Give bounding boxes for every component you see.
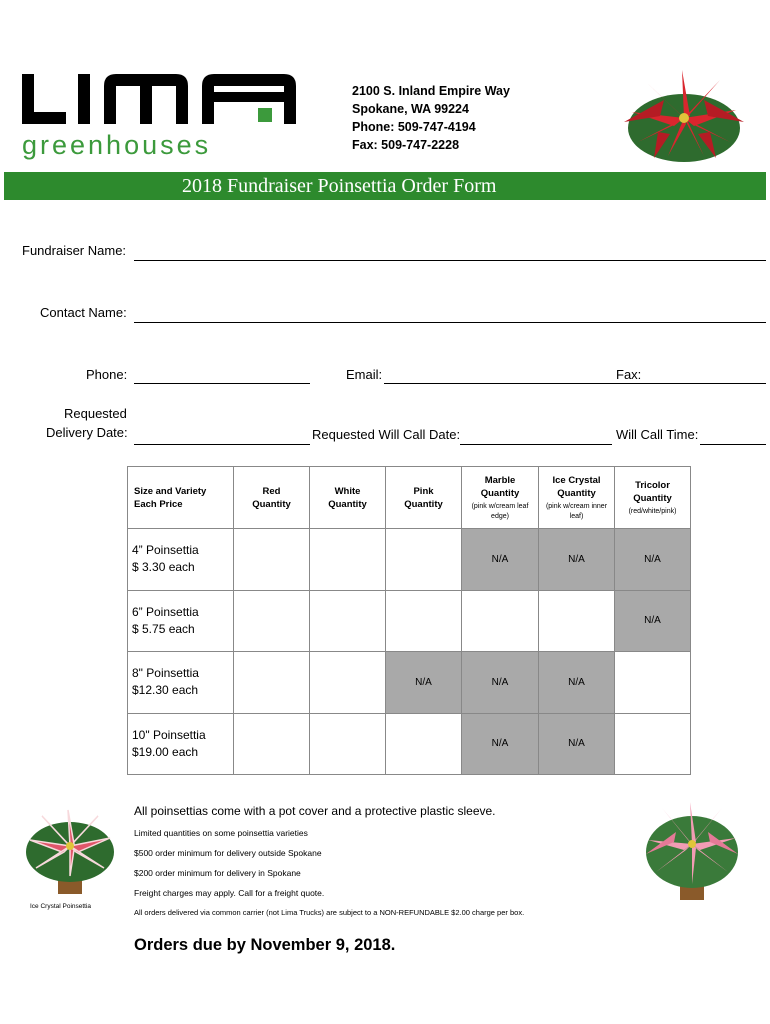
email-label: Email: [346, 367, 383, 382]
pink-quantity-cell[interactable] [386, 529, 462, 591]
header-size-variety: Size and Variety Each Price [128, 467, 234, 529]
address-street: 2100 S. Inland Empire Way [352, 84, 510, 98]
marble-na-cell: N/A [462, 529, 539, 591]
will-call-time-field[interactable] [700, 444, 766, 445]
title-bar [4, 172, 766, 200]
pink-poinsettia-icon [638, 800, 746, 904]
white-quantity-cell[interactable] [310, 652, 386, 714]
marble-na-cell: N/A [462, 652, 539, 714]
table-row [128, 652, 691, 714]
red-poinsettia-icon [622, 64, 746, 176]
phone-field[interactable] [134, 383, 310, 384]
svg-text:greenhouses: greenhouses [22, 130, 212, 160]
address-city: Spokane, WA 99224 [352, 102, 469, 116]
delivery-date-label: Delivery Date: [46, 425, 128, 440]
company-address [352, 82, 510, 154]
address-phone: Phone: 509-747-4194 [352, 120, 476, 134]
header-pink-quantity: Pink Quantity [386, 467, 462, 529]
red-quantity-cell[interactable] [234, 590, 310, 652]
red-quantity-cell[interactable] [234, 713, 310, 775]
item-size-price: 8" Poinsettia $12.30 each [128, 652, 234, 714]
contact-name-label: Contact Name: [40, 305, 127, 320]
pink-quantity-cell[interactable] [386, 590, 462, 652]
red-quantity-cell[interactable] [234, 529, 310, 591]
header-red-quantity: Red Quantity [234, 467, 310, 529]
table-row [128, 713, 691, 775]
delivery-date-field[interactable] [134, 444, 310, 445]
ice-crystal-na-cell: N/A [539, 713, 615, 775]
tricolor-quantity-cell[interactable] [615, 713, 691, 775]
header-ice-crystal-quantity: Ice Crystal Quantity (pink w/cream inner leaf) [539, 467, 615, 529]
white-quantity-cell[interactable] [310, 713, 386, 775]
table-header-row [128, 467, 691, 529]
requested-label: Requested [64, 406, 127, 421]
table-row [128, 529, 691, 591]
header-white-quantity: White Quantity [310, 467, 386, 529]
phone-label: Phone: [86, 367, 128, 382]
ice-crystal-poinsettia-icon [22, 808, 118, 898]
header-marble-quantity: Marble Quantity (pink w/cream leaf edge) [462, 467, 539, 529]
ice-crystal-na-cell: N/A [539, 529, 615, 591]
note-limited-quantities: Limited quantities on some poinsettia varieties [134, 828, 308, 838]
address-fax: Fax: 509-747-2228 [352, 138, 460, 152]
marble-quantity-cell[interactable] [462, 590, 539, 652]
white-quantity-cell[interactable] [310, 590, 386, 652]
pot-cover-note: All poinsettias come with a pot cover and a protective plastic sleeve. [134, 804, 496, 818]
pink-quantity-cell[interactable] [386, 713, 462, 775]
note-delivery-outside: $500 order minimum for delivery outside Spokane [134, 848, 322, 858]
fax-label: Fax: [616, 367, 642, 382]
note-delivery-inside: $200 order minimum for delivery in Spokane [134, 868, 301, 878]
lima-logo-graphic [22, 68, 312, 160]
ice-crystal-caption: Ice Crystal Poinsettia [30, 903, 92, 910]
ice-crystal-na-cell: N/A [539, 652, 615, 714]
item-size-price: 4” Poinsettia $ 3.30 each [128, 529, 234, 591]
item-size-price: 10" Poinsettia $19.00 each [128, 713, 234, 775]
note-freight: Freight charges may apply. Call for a freight quote. [134, 888, 325, 898]
will-call-date-label: Requested Will Call Date: [312, 427, 461, 442]
contact-name-field[interactable] [134, 322, 766, 323]
order-table [127, 466, 691, 775]
form-title: 2018 Fundraiser Poinsettia Order Form [182, 175, 497, 197]
ice-crystal-quantity-cell[interactable] [539, 590, 615, 652]
pink-na-cell: N/A [386, 652, 462, 714]
marble-na-cell: N/A [462, 713, 539, 775]
tricolor-na-cell: N/A [615, 529, 691, 591]
red-quantity-cell[interactable] [234, 652, 310, 714]
tricolor-quantity-cell[interactable] [615, 652, 691, 714]
header-tricolor-quantity: Tricolor Quantity (red/white/pink) [615, 467, 691, 529]
orders-due-date: Orders due by November 9, 2018. [134, 936, 396, 954]
fundraiser-name-field[interactable] [134, 260, 766, 261]
table-row [128, 590, 691, 652]
will-call-date-field[interactable] [460, 444, 612, 445]
email-field[interactable] [384, 383, 766, 384]
tricolor-na-cell: N/A [615, 590, 691, 652]
white-quantity-cell[interactable] [310, 529, 386, 591]
fundraiser-name-label: Fundraiser Name: [22, 243, 127, 258]
will-call-time-label: Will Call Time: [616, 427, 699, 442]
lima-logo [22, 68, 312, 160]
note-common-carrier: All orders delivered via common carrier (not Lima Trucks) are subject to a NON-REFUNDABLE $2.00 charge per box. [134, 908, 525, 917]
item-size-price: 6” Poinsettia $ 5.75 each [128, 590, 234, 652]
